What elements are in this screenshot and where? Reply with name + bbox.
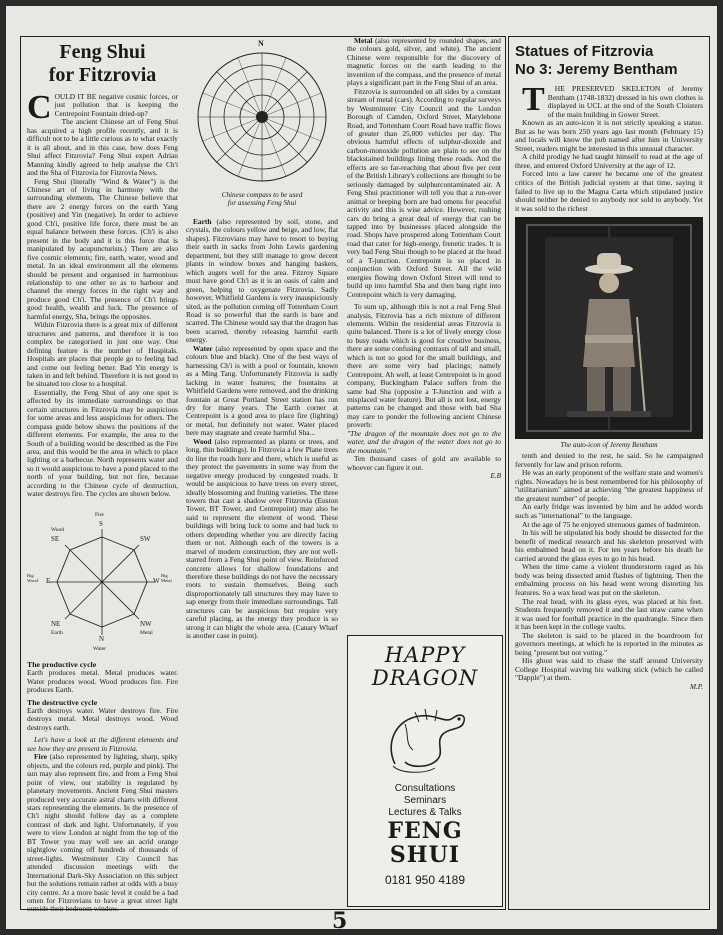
caption-line-1: Chinese compass to be used bbox=[221, 191, 303, 199]
compass-caption bbox=[186, 191, 338, 207]
label-w: W bbox=[153, 576, 160, 585]
paragraph: The ancient Chinese art of Feng Shui has acquired a high profile recently, and it is difficult not to be a little curious as to what exactly it is all about, and in this case, how does Feng Shui affect Fitzrovia? Feng Shui expert Adrian Manning kindly agreed to help analyse the Ch'i and the Sha of Fitzrovia for Fitzrovia News. bbox=[27, 117, 178, 178]
dragon-icon bbox=[375, 694, 475, 776]
bentham-intro bbox=[515, 81, 703, 119]
fire-text: (also represented by lighting, sharp, spiky objects, and the colours red, purple and pink). The sun may also represent fire, and from a Feng Shui point of view, our stability is regulated by planetary movements. Ancient Feng Shui masters produced very accurate astral charts with different stars representing the elements. In the presence of Ch'i night should follow day as a complete contrast of dark and light. Unfortunately, if you were to view London at night from the top of the BT Tower you may well see an acrid orange nightglow coming off hundreds of thousands of street-lights. Westminster City Council has attended discussion meetings with the International Dark-Sky Association on this subject but the solutions remain rather at odds with a busy city centre. At a more basic level it could be a bad omen for Fitzrovians to have a great street light outside their bedroom window. bbox=[27, 752, 178, 914]
happy-dragon-advert bbox=[347, 635, 503, 907]
paragraph: The real head, with its glass eyes, was placed at his feet. Students frequently removed it and the last straw came when it was used for football practice in the quadrangle. Since then it has been kept in the college vaults. bbox=[515, 596, 703, 632]
column-1 bbox=[27, 37, 178, 914]
bentham-photo-caption: The auto-icon of Jeremy Bentham bbox=[560, 441, 658, 450]
paragraph: Essentially, the Feng Shui of any one spot is affected by its immediate surroundings so that certain structures in Fitzrovia may be auspicious for some areas and less auspicious for others. The compass guide below shows the positions of the different elements. For example, the area to the South of a building would be described as the Fire area, and this would be the area in which to place lighting or a barbecue. North represents water and so it would auspicious to have a pond placed to the north of your building, but not fire, because according to the Chinese cycle of destruction, water destroys fire. The cycles are shown below. bbox=[27, 387, 178, 499]
headline-line-1: Feng Shui bbox=[59, 41, 146, 63]
paragraph: To sum up, although this is not a real Feng Shui analysis, Fitzrovia has a rich mixture of different elements. Within the residential areas Fitzrovia is quite balanced. There is a lot of lively energy close to busy roads which is good for creative business, there are some confusing contrasts of tall and small, which is not so good for the small buildings, and there are some very bad placings; namely Centrepoint. Ah well, at least Centrepoint is in good company, Buckingham Palace suffers from the same bad Sha (opposite a T-Junction and with a misplaced water feature). But all is not lost, energy patterns can be changed and those with bad Sha may care to ponder the following ancient Chinese proverb: bbox=[347, 302, 501, 430]
article-headline bbox=[27, 41, 178, 87]
bentham-headline-line-1: Statues of Fitzrovia bbox=[515, 43, 654, 60]
chinese-compass-figure bbox=[186, 39, 338, 214]
paragraph bbox=[347, 37, 501, 88]
paragraph bbox=[186, 345, 338, 438]
newspaper-page bbox=[6, 6, 717, 934]
intro-paragraph bbox=[27, 89, 178, 126]
paragraph: His ghost was said to chase the staff around University College Hospital waving his walking stick (which he called "Dapple") at them. bbox=[515, 656, 703, 683]
advert-lectures: Lectures & Talks bbox=[388, 807, 462, 818]
label-e: E bbox=[46, 576, 51, 585]
paragraph: An early fridge was invented by him and he added words such as "international" to the language. bbox=[515, 502, 703, 521]
page-number: 5 bbox=[332, 908, 348, 934]
paragraph: Ten thousand cases of gold are available to whoever can figure it out. bbox=[347, 454, 501, 472]
label-fire: Fire bbox=[95, 511, 104, 518]
paragraph: He was an early proponent of the welfare state and women's rights. Nowadays he is best remembered for his philosophy of "utilitarianism" aimed at achieving "the greatest happiness of the greatest number" of people. bbox=[515, 468, 703, 503]
headline-line-2: for Fitzrovia bbox=[48, 64, 157, 86]
advert-phone: 0181 950 4189 bbox=[384, 873, 466, 887]
paragraph: In his will he stipulated his body should be dissected for the benefit of medical research and his skeleton preserved with his embalmed head on it. For ten years before his death he carried around the glass eyes to go in his head. bbox=[515, 528, 703, 563]
bentham-signature: M.P. bbox=[689, 682, 703, 691]
paragraph: At the age of 75 he enjoyed strenuous games of badminton. bbox=[522, 519, 701, 529]
destructive-cycle-text: Earth destroys water. Water destroys fire. Fire destroys metal. Metal destroys wood. Wood destroys earth. bbox=[27, 706, 178, 732]
feng-shui-article bbox=[20, 36, 506, 914]
element-label-wood: Wood bbox=[193, 436, 212, 446]
bentham-auto-icon-photo bbox=[515, 217, 703, 439]
label-earth: Earth bbox=[51, 629, 63, 636]
label-metal: Metal bbox=[140, 629, 153, 636]
paragraph: Feng Shui (literally "Wind & Water") is the Chinese art of living in harmony with the surrounding elements. The Chinese believe that there are 2 energy forces on the earth Yang (positive) and Yin (negative). In order to achieve good Ch'i, positive life force, there must be an equal balance between these forces. (Ch'i is also present in the body and it is this force that is manipulated by acupuncturists.) There are also five cosmic elements; fire, earth, water, wood and metal. In an ideal environment all the elements should be present and organised in harmonious relationship to one other so as to harbour and channel the energy forces in the right way and produce good Ch'i. The presence of Ch'i brings good health, wealth and luck. The presence of harmful energy, Sha, brings the opposites. bbox=[27, 176, 178, 321]
paragraph: tenth and denied to the rest, he said. So he campaigned fervently for law and prison reform. bbox=[515, 451, 703, 469]
author-signature: E.B bbox=[490, 472, 501, 481]
paragraph: Known as an auto-icon it is not strictly speaking a statue. But as he was born 250 years ago last month (February 15) and locals will know the pub named after him in University Street, readers might be interested in this unusual character. bbox=[515, 118, 703, 153]
label-nw: NW bbox=[140, 619, 152, 628]
bentham-column bbox=[515, 37, 703, 905]
label-n: N bbox=[99, 634, 105, 643]
productive-cycle-text: Earth produces metal. Metal produces water. Water produces wood. Wood produces fire. Fire produces Earth. bbox=[27, 668, 178, 695]
label-sw: SW bbox=[140, 534, 151, 543]
label-ne: NE bbox=[51, 619, 61, 628]
paragraph: Fitzrovia is surrounded on all sides by a constant stream of metal (cars). According to regular surveys by Westminster City Council and the London Borough of Camden, Oxford Street, Marylebone Road, and Tottenham Court Road have traffic flows of greater than 25,000 vehicles per day. The obvious harmful effects of sulphur-dioxide and carbon-monoxide pollution are plain to see on the blackstained buildings lining these roads. And the effects are so far-reaching that about five per cent of the British Library's collections are thought to be seriously damaged by sulphurcontaminated air. A Feng Shui practitioner will tell you that a run-over animal or beeping horn are bad omens for peaceful activity and this is wise advice. However, rushing cars do bring a great deal of energy that can be tapped into by businesses placed alongside the road. Shops have prospered along Tottenham Court road that cater for high-energy, frenetic trades. It is very bad Feng Shui though to be placed at the head of a T-junction. Centrepoint is so placed in conjunction with Oxford Street. All the wild energies flowing down Oxford Street will tend to build up into harmful Sha and then bang right into Centrepoint which is very damaging. bbox=[347, 86, 501, 299]
paragraph: A child prodigy he had taught himself to read at the age of three, and entered Oxford University at the age of 12. bbox=[515, 152, 703, 170]
productive-cycle-heading: The productive cycle bbox=[27, 659, 97, 669]
advert-title-line-1: HAPPY bbox=[384, 643, 466, 667]
label-se: SE bbox=[51, 534, 60, 543]
label-big-wood: Big Wood bbox=[27, 572, 38, 583]
wood-text: (also represented as plants or trees, and long, thin buildings). In Fitzrovia a few Plane trees do line the roads here and there, which is useful as they protect the pavements in some way from the negative energy produced by congested roads. It would be auspicious to have trees on every street, ideally blossoming and fruiting varieties. The three towers that cast a shadow over Fitzrovia (Euston Tower, BT Tower, and Centrepoint) may also be said to represent the element of wood. These buildings will bring luck to some and bad luck to others depending whether you are directly facing them or not. Although each of the towers is a marvel of modern construction, they are not well-starred from a Feng Shui point of view. Reinforced concrete allows for shallow foundations and therefore these buildings do not have the necessary roots to sustain themselves. Being such disproportionately tall structures they may have to sap energy from their immediate surroundings. Tall structures can be auspicious but require very careful placing, as the energy they produce is so strong it can blight the whole area. (Canary Wharf is another case in point). bbox=[186, 436, 338, 641]
advert-title-line-2: DRAGON bbox=[371, 666, 479, 690]
paragraph bbox=[186, 438, 338, 641]
bentham-drop-cap: T bbox=[522, 81, 545, 118]
paragraph: Within Fitzrovia there is a great mix of different structures and patterns, and therefore it is too complex be categorised in just one way. One defining feature is the number of Hospitals. Hospitals are places that people go to feeling bad and come out feeling better. Bad Yin energy is taken in and left behind. Therefore it is not good to be situated too close to a hospital. bbox=[27, 320, 178, 389]
bentham-headline-line-2: No 3: Jeremy Bentham bbox=[515, 61, 678, 78]
element-label-metal: Metal bbox=[354, 36, 373, 45]
column-2 bbox=[186, 37, 338, 905]
label-s: S bbox=[99, 519, 103, 528]
paragraph: Let's have a look at the different elements and see how they are present in Fitzrovia. bbox=[27, 735, 178, 753]
label-wood: Wood bbox=[51, 526, 65, 533]
paragraph: When the time came a violent thunderstorm raged as his body was being dissected amid flashes of lightning. Then the embalming process on his head went wrong distorting his features. So a wax head was put on the skeleton. bbox=[515, 562, 703, 597]
advert-consultations: Consultations bbox=[394, 783, 456, 794]
advert-feng-shui: FENG SHUI bbox=[387, 818, 463, 868]
chinese-compass-icon bbox=[186, 39, 338, 189]
element-label-water: Water bbox=[193, 343, 213, 353]
compass-north-label: N bbox=[258, 39, 264, 48]
paragraph: The skeleton is said to be placed in the boardroom for governors meetings, at which he is reported in the minutes as being "present but not voting." bbox=[515, 630, 703, 657]
destructive-cycle-heading: The destructive cycle bbox=[27, 697, 98, 707]
paragraph bbox=[186, 218, 338, 345]
drop-cap: C bbox=[27, 89, 52, 126]
column-3 bbox=[347, 37, 501, 627]
paragraph bbox=[27, 753, 178, 914]
bentham-intro-text: HE PRESERVED SKELETON of Jeremy Bentham (1748-1832) dressed in his own clothes is displayed in UCL at the end of the South Cloisters of the main building in Gower Street. bbox=[547, 84, 703, 119]
advert-seminars: Seminars bbox=[403, 795, 447, 806]
earth-text: (also represented by soil, stone, and crystals, the colours yellow and beige, and low, flat shapes). Fitzrovians may have to resort to buying their earth in sacks from John Lewis gardening department, but they still manage to grow decent plants in window boxes and hanging baskets, which augers well for the area. Fitzroy Square must have good Ch'i as it is an oasis of calm and green, helping to oxygenate Fitzrovia. Sadly however, Whitfield Gardens is very inauspiciously sited, as the pollution coming off Tottenham Court Road is so powerful that the earth is bare and scarred. The Chinese would say that the dragon has been scarred, thereby releasing harmful earth energy. bbox=[186, 217, 338, 345]
label-big-metal: Big Metal bbox=[161, 572, 172, 583]
metal-text: (also represented by rounded shapes, and the colours gold, silver, and white). The ancient Chinese were responsible for the discovery of magnetic forces on the earth leading to the invention of the compass, and the presence of metal plays a significant part in the Feng Shui of an area. bbox=[347, 36, 501, 88]
water-text: (also represented by open space and the colours blue and black). One of the best ways of harnessing Ch'i is with a pool or fountain, known as a Ming Tang. Unfortunately Fitzrovia is sadly lacking in water features; the fountains at Whitfield Gardens were removed, and the drinking fountain at Great Portland Street station has run dry for many years. The Earth corner at Centrepoint is a good area to place fire (lighting) or metal, but definitely not water. Water placed here may stagnate and create harmful Sha... bbox=[186, 343, 338, 438]
elements-compass-diagram bbox=[27, 507, 178, 657]
proverb: "The dragon of the mountain does not go to the water, and the dragon of the water does not go to the mountain." bbox=[347, 428, 501, 455]
bentham-article bbox=[508, 36, 710, 910]
element-label-fire: Fire bbox=[34, 752, 47, 762]
caption-line-2: for assessing Feng Shui bbox=[227, 199, 297, 207]
element-label-earth: Earth bbox=[193, 217, 212, 226]
bentham-headline bbox=[515, 43, 703, 79]
label-water: Water bbox=[93, 645, 106, 652]
paragraph: Forced into a law career he became one of the greatest critics of the British judicial system at that time, saying it failed to live up to the Magna Carta which stipulated justice should neither be denied to anybody nor sold to anybody. Yet it was sold to the richest bbox=[515, 169, 703, 213]
auto-icon-image bbox=[515, 217, 703, 439]
intro-text: OULD IT BE negative cosmic forces, or just pollution that is keeping the Centrepoint Fountain dried-up? bbox=[54, 92, 178, 118]
